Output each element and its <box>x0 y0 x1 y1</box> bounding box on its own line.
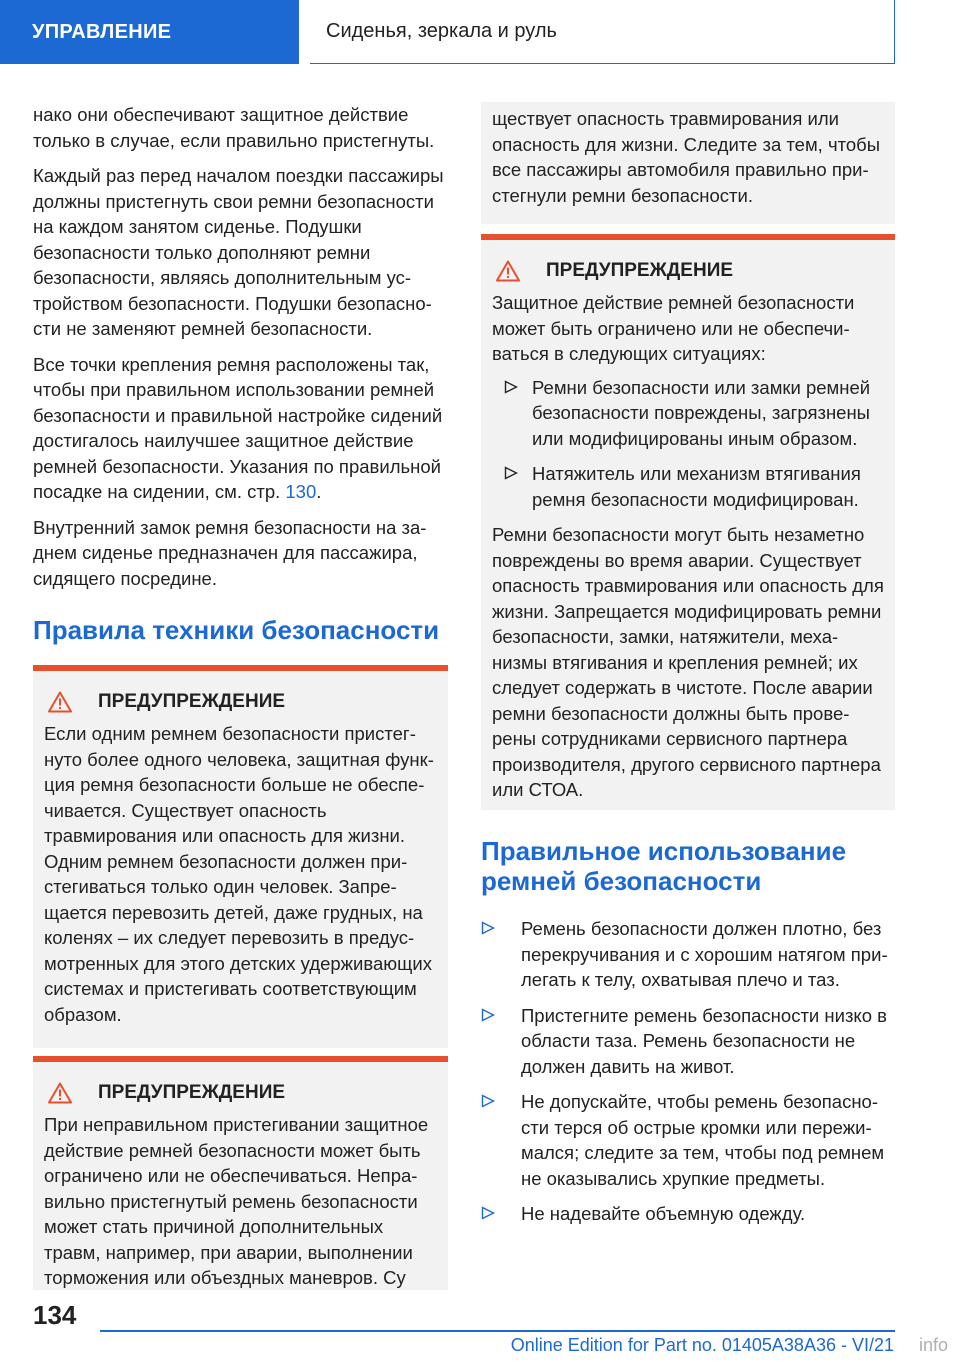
watermark-text: info <box>918 1335 948 1355</box>
warning-text: Если одним ремнем безопасности пристегнуто более одного человека, защитная функция ремня безопасности больше не обеспечивается. Существует опасность травмирования или опасность для жизни. Одним ремнем безопасности должен пристегиваться только один человек. Запрещается перевозить детей, даже грудных, на коленях – их следует перевозить в предусмотренных для этого детских удерживающих системах и пристегивать соответствующим образом. <box>44 723 434 1025</box>
list-item: Пристегните ремень безопасности низко в области таза. Ремень безопасности не должен давить на живот. <box>481 1003 895 1080</box>
section-tab[interactable] <box>0 0 299 64</box>
warning-title: ПРЕДУПРЕЖДЕНИЕ <box>492 258 884 284</box>
warning-text: Ремни безопасности могут быть незаметно повреждены во время аварии. Существует опасность травмирования или опасность для жизни. Запрещается модифицировать ремни безопасности, замки, натяжители, механизмы втягивания и крепления ремней; их следует содержать в чистоте. После аварии ремни безопасности должны быть проверены сотрудниками сервисного партнера производителя, другого сервисного партнера или СТОА. <box>492 524 884 800</box>
warning-box <box>33 1056 448 1290</box>
paragraph: Внутренний замок ремня безопасности на заднем сиденье предназначен для пассажира, сидящего посредине. <box>33 516 427 589</box>
triangle-bullet-icon <box>481 921 495 935</box>
list-item: Не надевайте объемную одежду. <box>481 1201 895 1227</box>
warning-triangle-icon <box>48 691 72 713</box>
warning-text: При неправильном пристегивании защитное действие ремней безопасности может быть ограничено или не обеспечиваться. Неправильно пристегнутый ремень безопасности может стать причиной дополнительных травм, например, при аварии, выполнении торможения или объездных маневров. Су <box>44 1114 429 1288</box>
paragraph: нако они обеспечивают защитное действие только в случае, если правильно пристегнуты. <box>33 104 435 151</box>
section-heading: Правильное использование ремней безопасности <box>481 836 847 896</box>
triangle-bullet-icon <box>481 1094 495 1108</box>
triangle-bullet-icon <box>504 466 518 480</box>
warning-box <box>481 234 895 810</box>
warning-triangle-icon <box>496 260 520 282</box>
list-item: Ремень безопасности должен плотно, без перекручивания и с хорошим натягом прилегать к телу, охватывая плечо и таз. <box>481 916 895 993</box>
warning-list <box>492 375 884 513</box>
warning-continuation-box <box>481 102 895 224</box>
section-heading: Правила техники безопасности <box>33 615 440 645</box>
warning-title: ПРЕДУПРЕЖДЕНИЕ <box>44 689 437 715</box>
left-column <box>33 102 448 1290</box>
warning-text: Защитное действие ремней безопасности может быть ограничено или не обеспечиваться в следующих ситуациях: <box>492 292 855 364</box>
paragraph: Все точки крепления ремня расположены так, чтобы при правильном использовании ремней безопасности и правильной настройке сидений достигалось наилучшее защитное действие ремней безопасности. Указания по правильной посадке на сидении, см. стр. 130. <box>33 353 443 502</box>
list-item: Ремни безопасности или замки ремней безопасности повреждены, загрязнены или модифицированы иным образом. <box>492 375 884 452</box>
page-number: 134 <box>33 1300 77 1330</box>
paragraph: Каждый раз перед началом поездки пассажиры должны пристегнуть свои ремни безопасности на каждом занятом сиденье. Подушки безопасности только дополняют ремни безопасности, являясь дополнительным устройством безопасности. Подушки безопасности не заменяют ремней безопасности. <box>33 165 444 339</box>
triangle-bullet-icon <box>481 1008 495 1022</box>
warning-text: ществует опасность травмирования или опасность для жизни. Следите за тем, чтобы все пассажиры автомобиля правильно пристегнули ремни безопасности. <box>492 108 881 206</box>
section-title: УПРАВЛЕНИЕ <box>32 20 172 43</box>
triangle-bullet-icon <box>504 380 518 394</box>
warning-triangle-icon <box>48 1082 72 1104</box>
chapter-title: Сиденья, зеркала и руль <box>326 20 557 42</box>
edition-text: Online Edition for Part no. 01405A38A36 - VI/21 <box>510 1335 894 1355</box>
usage-list <box>481 916 895 1227</box>
right-column <box>481 102 895 1237</box>
list-item: Натяжитель или механизм втягивания ремня безопасности модифицирован. <box>492 461 884 512</box>
triangle-bullet-icon <box>481 1206 495 1220</box>
list-item: Не допускайте, чтобы ремень безопасности терся об острые кромки или пережимался; следите за тем, чтобы под ремнем не оказывались хрупкие предметы. <box>481 1089 895 1191</box>
footer-divider <box>100 1330 895 1332</box>
warning-title: ПРЕДУПРЕЖДЕНИЕ <box>44 1080 437 1106</box>
chapter-header <box>310 0 895 64</box>
warning-box <box>33 665 448 1048</box>
page-link[interactable]: 130 <box>285 481 317 502</box>
